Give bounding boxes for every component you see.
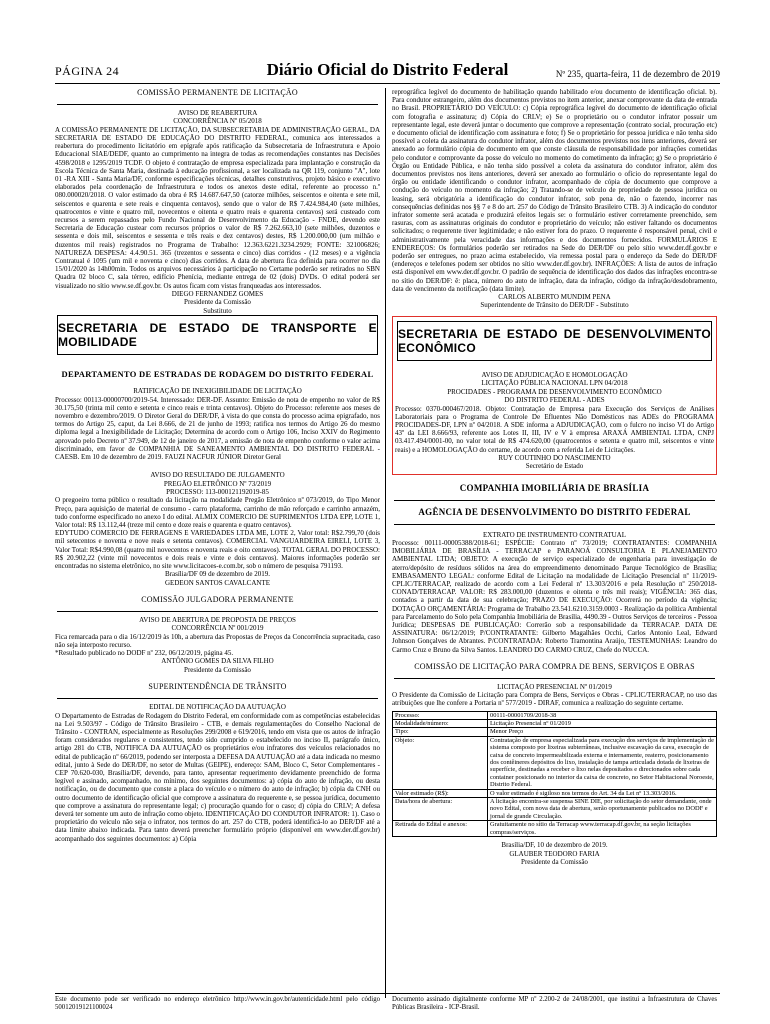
signature-date: Brasília/DF 09 de dezembro de 2019. xyxy=(165,570,270,579)
signatory-role: Presidente da Comissão xyxy=(521,857,588,866)
table-row xyxy=(393,736,717,789)
notice-body: Processo: 00111-00005388/2018-61; ESPÉCIE: Contrato nº 73/2019; CONTRATANTES: COMPANHIA IMOBILIÁRIA DE BRASÍLIA - TERRACAP e PARANOÁ CONSULTORIA E PLANEJAMENTO AMBIENTAL LTDA; OBJETO: A execução de serviço especializado de engenharia para investigação de aterro/depósito de resíduos sólidos na área do empreendimento denominado Parque Tecnológico de Brasília; EMBASAMENTO LEGAL: conforme Edital de Licitação na modalidade de Licitação Presencial nº 11/2019-CPLIC/TERRACAP, realizado de acordo com a Lei Federal nº 13.303/2016 e pela Resolução nº 250/2018-CONAD/TERRACAP. VALOR: R$ 283.000,00 (duzentos e oitenta e três mil reais); VIGÊNCIA: 365 dias, contados a partir da data de sua celebração; PRAZO DE EXECUÇÃO: Ocorrerá no período da vigência; DOTAÇÃO ORÇAMENTÁRIA: Programa de Trabalho 23.541.6210.3159.0003 - Realização da política Ambiental para Parcelamento do Solo pela Companhia Imobiliária de Brasília, 4490.39 - Outros Serviços de terceiros - Pessoa Jurídica; DESPESAS DE PUBLICAÇÃO: Correrão sob a responsabilidade da TERRACAP. DATA DE ASSINATURA: 06/12/2019; P/CONTRATANTE: Gilberto Magalhães Occhi, Carlos Antonio Leal, Edward Johnson Gonçalves de Abrantes. P/CONTRATADA: Roberto Tramontina Araújo, TESTEMUNHAS: Leandro do Carmo Cruz e Bruno da Silva Santos. LEANDRO DO CARMO CRUZ, Chefe do NUCCA. xyxy=(392,538,717,654)
table-cell-label: Processo: xyxy=(393,711,488,719)
notice-title: AVISO DE ADJUDICAÇÃO E HOMOLOGAÇÃO xyxy=(481,370,628,379)
notice-body: O pregoeiro torna público o resultado da licitação na modalidade Pregão Eletrônico nº 073/2019, do Tipo Menor Preço, para aquisição de material de consumo - carro plataforma, carrinho de mão reforçado e carrinho armazém, tudo conforme especificado no anexo I do edital. ALMIX COMERCIO DE SUPRIMENTOS LTDA EPP, LOTE 1, Valor total: R$ 13.112,44 (treze mil cento e doze reais e quarenta e quatro centavos). xyxy=(55,496,380,529)
table-cell-value: Gratuitamente no sítio da Terracap www.terracap.df.gov.br, na seção licitações compras/serviços. xyxy=(488,821,717,837)
section-header: SUPERINTENDÊNCIA DE TRÂNSITO xyxy=(148,682,287,692)
edition-date: Nº 235, quarta-feira, 11 de dezembro de 2019 xyxy=(555,69,720,79)
notice-subtitle: LICITAÇÃO PÚBLICA NACIONAL LPN 04/2018 xyxy=(481,379,628,388)
table-cell-value: 00111-00001709/2018-38 xyxy=(488,711,717,719)
table-row xyxy=(393,789,717,797)
signatory-name: GLAUBER TEODORO FARIA xyxy=(509,849,600,858)
footer-verification: Este documento pode ser verificado no endereço eletrônico http://www.in.gov.br/autenticidade.html pelo código 50012019121100024 xyxy=(55,996,380,1011)
section-rule xyxy=(394,500,715,501)
table-row xyxy=(393,821,717,837)
table-row xyxy=(393,728,717,736)
signatory-role: Presidente da Comissão xyxy=(184,665,251,674)
signatory-role: Substituto xyxy=(203,306,232,315)
bid-details-table xyxy=(392,711,717,838)
notice-body: A COMISSÃO PERMANENTE DE LICITAÇÃO, DA SUBSECRETARIA DE ADMINISTRAÇÃO GERAL, DA SECRETARIA DE ESTADO DE EDUCAÇÃO DO DISTRITO FEDERAL, comunica aos interessados a reabertura do procedimento licitatório em epígrafe após ratificação da Subsecretaria de Infraestrutura e Apoio Educacional SIAE/DEDF, quanto ao cumprimento na integra de todas as recomendações constantes nas Decisões 4598/2018 e 1295/2019 TCDF. O objeto é contratação de empresa especializada para implantação e construção da Escola Técnica de Santa Maria, destinada à educação profissional, a ser localizada na QR 119, conjunto "A", lote 01 -RA XIII - Santa Maria/DF, conforme especificações técnicas, detalhes construtivos, projeto básico e executivo elaborados pela coordenação de Infraestrutura e todos os anexos deste edital, referente ao processo n.º 080.000020/2018. O valor estimado da obra é R$ 14.687.647,50 (catorze milhões, seiscentos e oitenta e sete mil, seiscentos e quarenta e sete reais e cinquenta centavos), sendo que o valor de R$ 7.424.984,40 (sete milhões, quatrocentos e vinte e quatro mil, novecentos e oitenta e quatro reais e quarenta centavos) será custeado com recursos a serem repassados pelo Fundo Nacional de Desenvolvimento da Educação - FNDE, devendo este Secretaria de Educação custear com recursos próprios o valor de R$ 7.262.663,10 (sete milhões, duzentos e sessenta e dois mil, seiscentos e sessenta e três reais e dez centavos) destes, R$ 1.200.000,00 (um milhão e duzentos mil reais) registrados no Programa de Trabalho: 12.363.6221.3234.2929; FONTE: 321006826; NATUREZA DESPESA: 4.4.90.51. 365 (trezentos e sessenta e cinco) dias corridos - (12 meses) e a vigência Contratual é 1095 (um mil e noventa e cinco) dias corridos. A data de abertura fica definida para ocorrer no dia 15/01/2020 às 14h00min. Todos os arquivos necessários à participação no Certame poderão ser retirados no SBN Quadra 02 bloco C, sala térreo, edifício Phenícia, mediante entrega de 02 (dois) DVDs. O edital poderá ser visualizado no sítio www.se.df.gov.br. Os autos ficam com vistas franqueadas aos interessados. xyxy=(55,125,380,290)
notice-body: O Presidente da Comissão de Licitação para Compra de Bens, Serviços e Obras - CPLIC/TERRACAP, no uso das atribuições que lhe confere a Portaria nº 577/2019 - DIRAF, comunica a realização do seguinte certame. xyxy=(392,691,717,708)
table-cell-value: Licitação Presencial nº 01/2019 xyxy=(488,720,717,728)
notice-subtitle: PROCIDADES - PROGRAMA DE DESENVOLVIMENTO ECONÔMICO xyxy=(447,387,662,396)
table-cell-value: A licitação encontra-se suspensa SINE DIE, por solicitação do setor demandante, onde novo Edital, com nova data de abertura, serão oportunamente publicados no DODF e jornal de grande Circulação. xyxy=(488,798,717,821)
table-cell-label: Valor estimado (R$): xyxy=(393,789,488,797)
journal-title: Diário Oficial do Distrito Federal xyxy=(266,60,509,79)
notice-title: EDITAL DE NOTIFICAÇÃO DA AUTUAÇÃO xyxy=(149,703,286,712)
notice-title: EXTRATO DE INSTRUMENTO CONTRATUAL xyxy=(482,530,627,539)
signatory-name: CARLOS ALBERTO MUNDIM PENA xyxy=(498,293,611,302)
left-column xyxy=(55,88,380,998)
notice-title: LICITAÇÃO PRESENCIAL Nº 01/2019 xyxy=(497,682,612,691)
table-row xyxy=(393,720,717,728)
signatory-role: Secretário de Estado xyxy=(525,462,584,471)
section-header: COMISSÃO PERMANENTE DE LICITAÇÃO xyxy=(137,88,298,97)
notice-title: AVISO DO RESULTADO DE JULGAMENTO xyxy=(150,471,285,480)
section-header: COMISSÃO DE LICITAÇÃO PARA COMPRA DE BENS, SERVIÇOS E OBRAS xyxy=(414,661,695,671)
section-rule xyxy=(57,611,378,612)
footer-rule xyxy=(55,993,720,994)
secretariat-name: SECRETARIA DE ESTADO DE TRANSPORTE E MOBILIDADE xyxy=(58,321,377,350)
footer-signature-note: Documento assinado digitalmente conforme MP nº 2.200-2 de 24/08/2001, que institui a Infraestrutura de Chaves Públicas Brasileira - ICP-Brasil. xyxy=(392,996,717,1011)
department-title: DEPARTAMENTO DE ESTRADAS DE RODAGEM DO DISTRITO FEDERAL xyxy=(61,369,374,380)
signature-date: Brasília/DF, 10 de dezembro de 2019. xyxy=(501,841,608,850)
organization-subtitle: AGÊNCIA DE DESENVOLVIMENTO DO DISTRITO FEDERAL xyxy=(418,506,691,517)
secretariat-name: SECRETARIA DE ESTADO DE DESENVOLVIMENTO ECONÔMICO xyxy=(398,326,711,355)
section-rule xyxy=(57,104,378,105)
table-cell-label: Data/hora de abertura: xyxy=(393,798,488,821)
table-cell-value: Menor Preço xyxy=(488,728,717,736)
signatory-name: DIEGO FERNANDEZ GOMES xyxy=(171,289,264,298)
notice-subtitle: CONCORRÊNCIA Nº 001/2019 xyxy=(171,624,264,633)
section-rule xyxy=(394,678,715,679)
signatory-role: Superintendente de Trânsito do DER/DF - Substituto xyxy=(480,301,629,310)
notice-subtitle: PROCESSO: 113-000121192019-85 xyxy=(166,487,269,496)
notice-body: Processo: 0370-000467/2018. Objeto: Contratação de Empresa para Execução dos Serviços de Análises Laboratoriais para o Programa de Controle De Efluentes Não Domésticos nas ADEs do PROGRAMA PROCIDADES-DF, LPN nº 04/2018. A SDE informa a ADJUDICAÇÃO, com o fulcro no inciso VI do Artigo 43º da LEI 8.666/93, referente aos Lotes II, III, IV e V à empresa ARAXÁ AMBIENTAL LTDA, CNPJ 03.417.494/0001-00, no valor total de R$ 474.620,00 (quatrocentos e setenta e quatro mil, seiscentos e vinte reais) e a HOMOLOGAÇÃO do certame, de acordo com a referida Lei de Licitações. xyxy=(395,404,714,454)
signatory-name: GEDEON SANTOS CAVALCANTE xyxy=(164,578,270,587)
column-divider xyxy=(385,88,386,998)
notice-body: Processo: 00113-00000700/2019-54. Interessado: DER-DF. Assunto: Emissão de nota de empenho no valor de R$ 30.175,50 (trinta mil cento e setenta e cinco reais e trinta centavos). Objeto do Processo: referente aos meses de novembro e dezembro/2019. O Diretor Geral do DER/DF, à vista do que consta do processo acima epigrafado, nos termos do Artigo 25, caput, da Lei 8.666, de 21 de junho de 1993; ratifica nos termos do Artigo 26 do mesmo diploma legal a Inexigibilidade de Licitação; Determina de acordo com o Artigo 106, Inciso XXIV do Regimento aprovado pelo Decreto nº 37.949, de 12 de janeiro de 2017, a emissão de nota de empenho conforme o valor acima discriminado, em favor de COMPANHIA DE SANEAMENTO AMBIENTAL DO DISTRITO FEDERAL - CAESB. Em 10 de dezembro de 2019. FAUZI NACFUR JÚNIOR Diretor Geral xyxy=(55,395,380,461)
table-cell-label: Objeto: xyxy=(393,736,488,789)
table-cell-value: Contratação de empresa especializada para execução dos serviços de implementação de sistema composto por lixeiras subterrâneas, inclusive escavação da cava, execução de caixa de concreto impermeabilizada externa e internamente, reaterro, posicionamento dos contêineres depósitos do lixo, instalação de tampa articulada dotada de lixeiras de superfície, destinadas a receber o lixo nelas depositados e direcionados sobre cada container posicionado no interior da caixa de concreto, no Setor Habitacional Noroeste, Distrito Federal. xyxy=(488,736,717,789)
table-cell-label: Tipo: xyxy=(393,728,488,736)
page-header xyxy=(55,58,720,84)
table-cell-value: O valor estimado é sigiloso nos termos do Art. 34 da Lei nº 13.303/2016. xyxy=(488,789,717,797)
notice-title: AVISO DE REABERTURA xyxy=(177,109,258,117)
table-cell-label: Retirada do Edital e anexos: xyxy=(393,821,488,837)
notice-subtitle: PREGÃO ELETRÔNICO Nº 73/2019 xyxy=(163,479,272,488)
table-cell-label: Modalidade/número: xyxy=(393,720,488,728)
section-header: COMISSÃO JULGADORA PERMANENTE xyxy=(141,594,294,604)
highlighted-notice xyxy=(392,316,717,475)
secretariat-box xyxy=(397,321,712,361)
table-row xyxy=(393,711,717,719)
notice-body: Fica remarcada para o dia 16/12/2019 às 10h, a abertura das Propostas de Preços da Concorrência supracitada, caso não seja interposto recurso. xyxy=(55,632,380,649)
right-column xyxy=(392,88,717,998)
signatory-role: Presidente da Comissão xyxy=(184,298,251,307)
table-row xyxy=(393,798,717,821)
notice-body: O Departamento de Estradas de Rodagem do Distrito Federal, em conformidade com as competências estabelecidas na Lei 9.503/97 - Código de Trânsito Brasileiro - CTB, e demais regulamentações do Conselho Nacional de Trânsito - CONTRAN, especialmente as Resoluções 299/2008 e 619/2016, tendo em vista que os autos de infração foram considerados regulares e consistentes, tendo sido cumprido o estabelecido no inciso II, parágrafo único, artigo 281 do CTB, NOTIFICA DA AUTUAÇÃO os proprietários e/ou infratores dos veículos relacionados no edital de publicação nº 66/2019, podendo ser interposta a DEFESA DA AUTUAÇÃO até a data indicada no mesmo edital, junto à Sede do DER/DF, no setor de Multas (GEIPE), endereço: SAM, Bloco C, Setor Complementares - CEP 70.620-030, Brasília/DF, devendo, para tanto, apresentar requerimento devidamente preenchido de forma legível e assinado, acompanhado, no mínimo, dos seguintes documentos: a) cópia do auto de infração, ou desta notificação, ou de documento que conste a placa do veículo e o número do auto de infração; b) cópia da CNH ou outro documento de identificação oficial que comprove a assinatura do requerente e, se pessoa jurídica, documento que comprove a assinatura do representante legal; c) procuração quando for o caso; d) cópia do CRLV; A defesa deverá ter somente um auto de infração como objeto. IDENTIFICAÇÃO DO CONDUTOR INFRATOR: 1). Caso o proprietário do veículo não seja o infrator, nos termos do art. 257 do CTB, poderá identificá-lo ao DER/DF até a data limite abaixo indicada. Para tanto deverá preencher formulário próprio (disponível em www.der.df.gov.br) acompanhado dos seguintes documentos: a) Cópia xyxy=(55,711,380,843)
notice-body: EDYTUDO COMERCIO DE FERRAGENS E VARIEDADES LTDA ME, LOTE 2, Valor total: R$2.799,70 (dois mil setecentos e noventa e nove reais e setenta centavos). COMERCIAL VANGUARDEIRA EIRELI, LOTE 3, Valor Total: R$4.990,08 (quatro mil novecentos e noventa reais e oito centavos). TOTAL GERAL DO PROCESSO: R$ 20.902,22 (vinte mil novecentos e dois reais e vinte e dois centavos). Maiores informações poderão ser encontradas no sistema eletrônico, no site www.licitacoes-e.com.br, sob o número de pesquisa 791193. xyxy=(55,529,380,570)
section-rule xyxy=(57,698,378,699)
signatory-name: RUY COUTINHO DO NASCIMENTO xyxy=(498,453,611,462)
notice-title: AVISO DE ABERTURA DE PROPOSTA DE PREÇOS xyxy=(139,615,296,624)
notice-title: RATIFICAÇÃO DE INEXIGIBILIDADE DE LICITAÇÃO xyxy=(133,387,302,396)
notice-body: *Resultado publicado no DODF nº 232, 06/12/2019, página 45. xyxy=(55,649,234,658)
secretariat-box xyxy=(57,315,378,355)
signatory-name: ANTÔNIO GOMES DA SILVA FILHO xyxy=(161,657,274,666)
page-number: PÁGINA 24 xyxy=(55,64,120,78)
organization-title: COMPANHIA IMOBILIÁRIA DE BRASÍLIA xyxy=(459,482,650,493)
notice-subtitle: CONCORRÊNCIA Nº 05/2018 xyxy=(173,117,262,126)
section-rule xyxy=(394,524,715,525)
notice-subtitle: DO DISTRITO FEDERAL - ADES xyxy=(504,396,605,405)
notice-body: reprográfica legível do documento de habilitação quando habilitado e/ou documento de identificação oficial. b). Para condutor estrangeiro, além dos documentos previstos no item anterior, anexar comprovante da data de entrada no Brasil. PROPRIETÁRIO DO VEÍCULO: c) Cópia reprográfica legível do documento de identificação oficial com fotografia e assinatura; d) Cópia do CRLV; e) Se o proprietário ou o condutor infrator possuir um representante legal, este deverá juntar o documento que comprove a representação (contrato social, procuração etc) e documento oficial de identificação com assinatura e foto; f) Se o proprietário for pessoa jurídica e não tenha sido possível a coleta da assinatura do condutor infrator, além dos documentos previstos nos itens anteriores, deverá ser anexado ao formulário cópia de documento em que conste cláusula de responsabilidade por infrações cometidas pelo condutor e comprovante da posse do veículo no momento do cometimento da infração; g) Se o proprietário é Órgão ou Entidade Pública, e não tenha sido possível a coleta da assinatura do condutor infrator, além dos documentos previstos nos itens anteriores, deverá ser anexado ao formulário o ofício do representante legal do órgão ou entidade identificando o condutor infrator, acompanhado de cópia de documento que comprove a condução do veículo no momento da infração; 2) Tratando-se de veículo de propriedade de pessoa jurídica ou leasing, será obrigatória a identificação do condutor infrator, sob pena de, não o fazendo, incorrer nas consequências definidas nos §§ 7 e 8 do art. 257 do Código de Trânsito Brasileiro CTB. 3) A indicação do condutor infrator somente será acatada e produzirá efeitos legais se: o formulário estiver corretamente preenchido, sem rasuras, com as assinaturas originais do condutor e proprietário do veículo; não estiver faltando os documentos solicitados; o requerente tiver legitimidade; e não estiver fora do prazo. O requerente é responsável penal, civil e administrativamente pela veracidade das informações e dos documentos fornecidos. FORMULÁRIOS E ENDEREÇOS: Os formulários poderão ser retirados na Sede do DER/DF ou pelo sítio www.der.df.gov.br e poderão ser entregues, no prazo acima estabelecido, via remessa postal para o endereço da Sede do DER/DF (endereços e telefones podem ser obtidos no sítio www.der.df.gov.br). INFRAÇÕES: A lista de autos de infração está disponível em www.der.df.gov.br. O padrão de sequência de identificação dos dados das infrações encontra-se no sítio do DER/DF: ê: placa, número do auto de infração, data da infração, código da infração/desdobramento, data de vencimento da notificação (data limite). xyxy=(392,88,717,293)
